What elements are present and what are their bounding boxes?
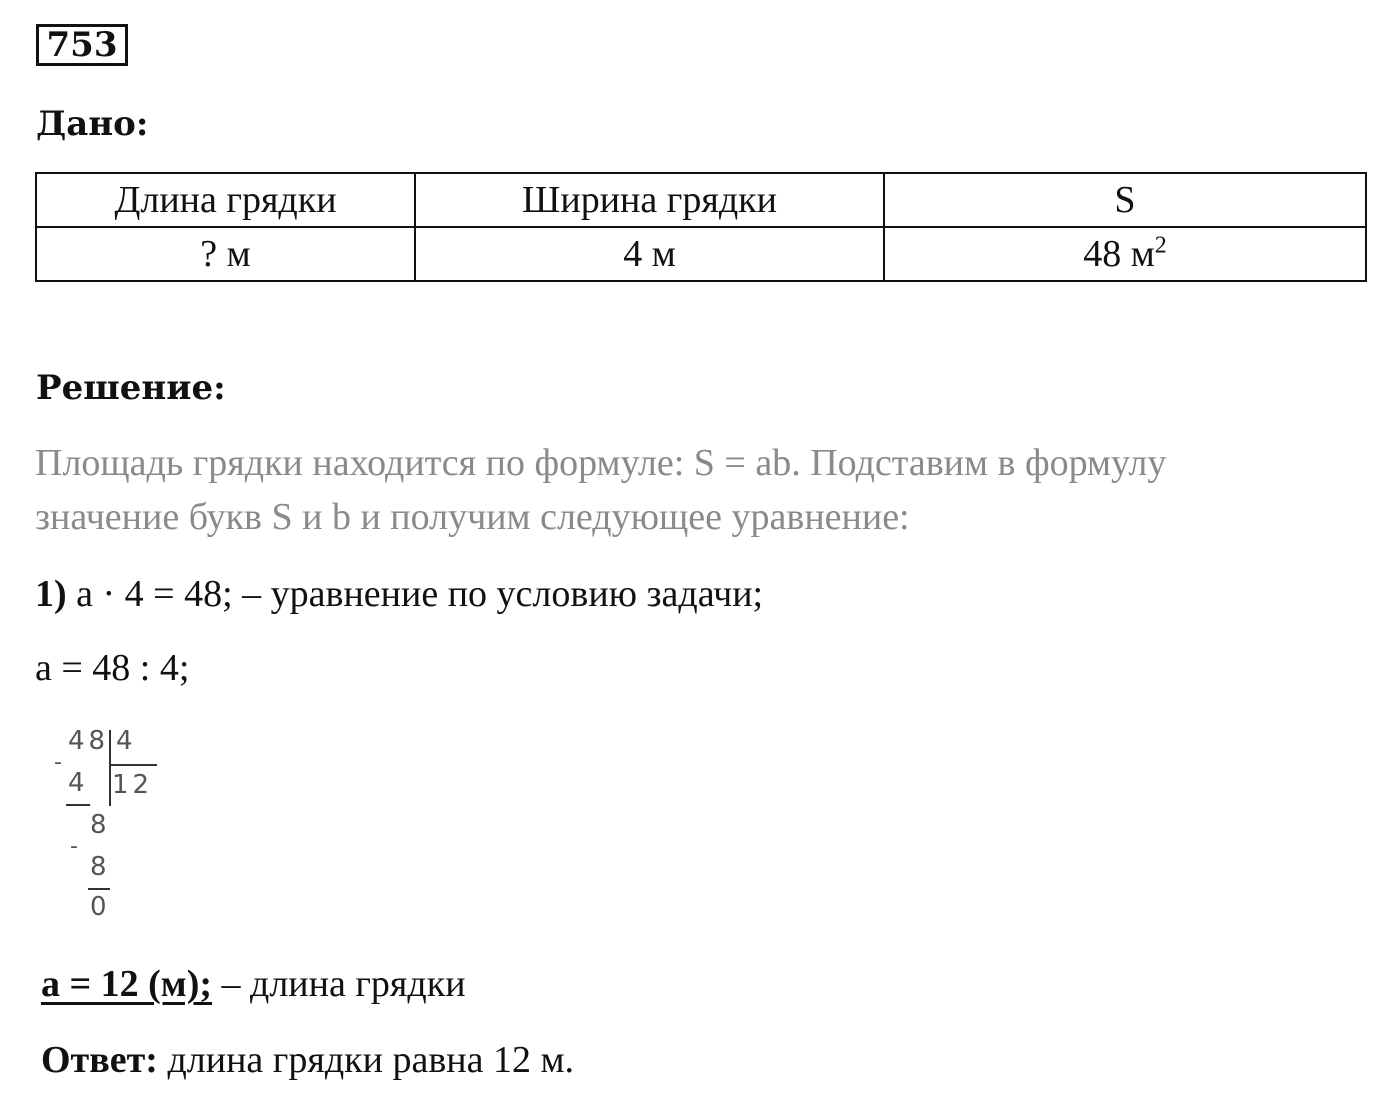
given-table-header-row [36, 173, 1366, 227]
minus-sign-2: - [70, 834, 82, 859]
value-length: ? м [36, 227, 415, 281]
quotient: 12 [112, 770, 154, 800]
subtrahend-2: 8 [90, 852, 111, 882]
remainder-1: 8 [90, 810, 111, 840]
minus-sign-1: - [54, 750, 66, 775]
dividend: 48 [68, 726, 110, 756]
division-line-1 [66, 804, 90, 806]
step-1-number: 1) [35, 573, 67, 615]
answer-text: длина грядки равна 12 м. [157, 1039, 575, 1081]
value-area-cell [884, 227, 1366, 281]
answer-line [41, 1038, 574, 1082]
header-area: S [884, 173, 1366, 227]
header-length: Длина грядки [36, 173, 415, 227]
result-line [41, 962, 466, 1006]
solution-intro [35, 436, 1365, 544]
value-area: 48 м [1083, 233, 1155, 275]
problem-number: 753 [36, 24, 128, 66]
step-1-text: a · 4 = 48; – уравнение по условию задачи; [66, 573, 764, 615]
header-width: Ширина грядки [415, 173, 884, 227]
intro-line-1: Площадь грядки находится по формуле: S = ab. Подставим в формулу [35, 442, 1167, 484]
divisor: 4 [116, 726, 137, 756]
answer-label: Ответ: [41, 1039, 158, 1081]
step-2: a = 48 : 4; [35, 647, 190, 689]
given-table [35, 172, 1367, 282]
long-division [50, 724, 180, 934]
intro-line-2: значение букв S и b и получим следующее уравнение: [35, 496, 910, 538]
solution-heading: Решение: [36, 368, 226, 408]
result-description: – длина грядки [212, 963, 466, 1005]
value-width: 4 м [415, 227, 884, 281]
value-area-exponent: 2 [1154, 232, 1167, 259]
division-line-2 [88, 888, 110, 890]
result-value: a = 12 (м); [41, 963, 212, 1005]
given-table-value-row [36, 227, 1366, 281]
given-heading: Дано: [36, 104, 149, 144]
division-vertical-bar [109, 730, 111, 806]
division-divisor-line [109, 764, 157, 766]
final-remainder: 0 [90, 892, 111, 922]
subtrahend-1: 4 [68, 768, 89, 798]
step-1 [35, 572, 763, 616]
